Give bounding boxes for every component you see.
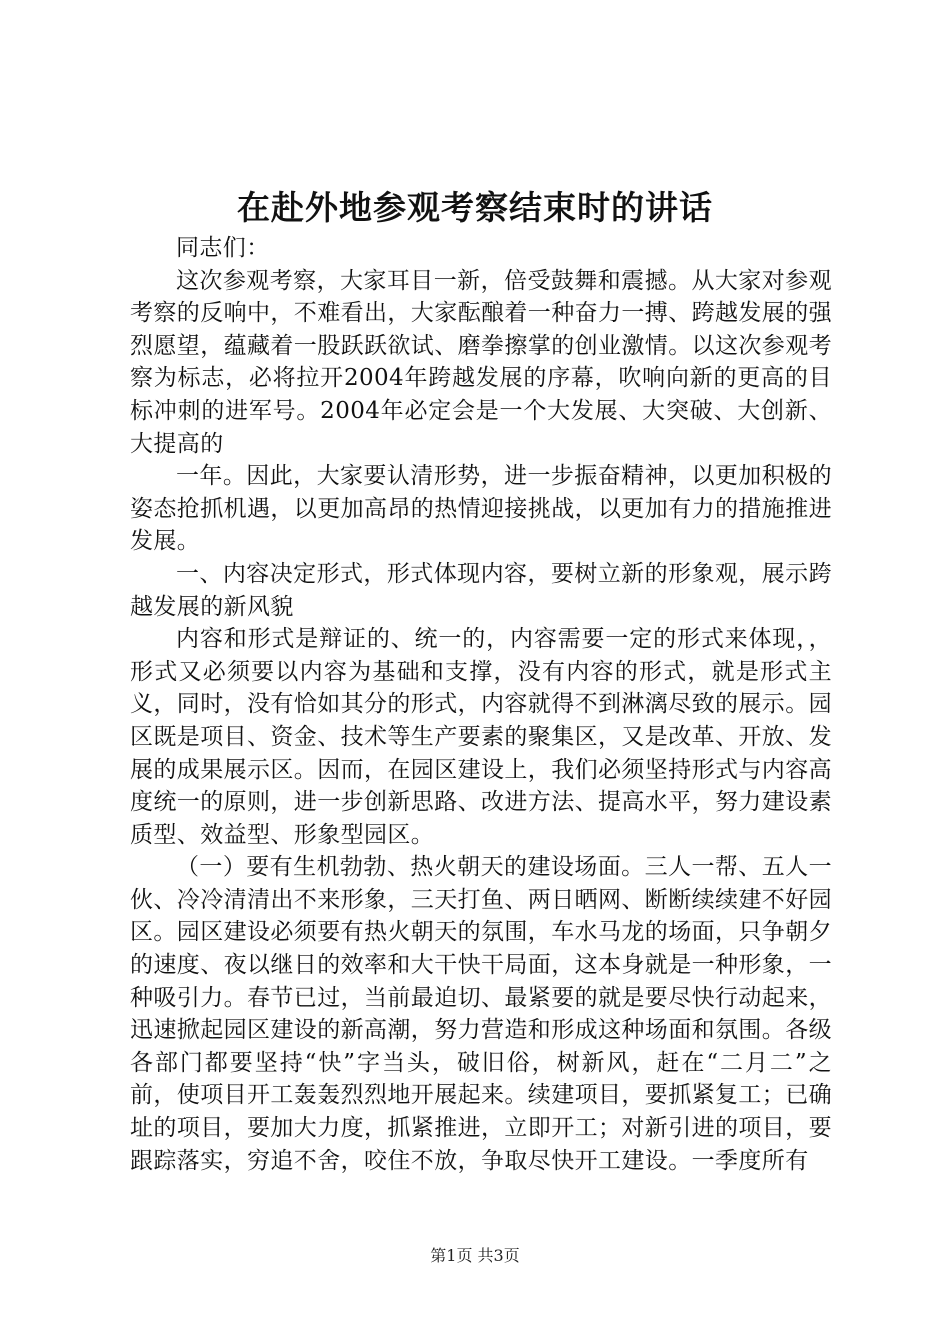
document-body <box>130 232 832 1177</box>
body-paragraph: 一年。因此，大家要认清形势，进一步振奋精神，以更加积极的姿态抢抓机遇，以更加高昂的热情迎接挑战，以更加有力的措施推进发展。 <box>130 463 832 555</box>
document-title: 在赴外地参观考察结束时的讲话 <box>237 188 713 227</box>
subsection-paragraph: （一）要有生机勃勃、热火朝天的建设场面。三人一帮、五人一伙、冷冷清清出不来形象，三天打鱼、两日晒网、断断续续建不好园区。园区建设必须要有热火朝天的氛围，车水马龙的场面，只争朝夕的速度、夜以继日的效率和大干快干局面，这本身就是一种形象，一种吸引力。春节已过，当前最迫切、最紧要的就是要尽快行动起来，迅速掀起园区建设的新高潮，努力营造和形成这种场面和氛围。各级各部门都要坚持“快”字当头，破旧俗，树新风，赶在“二月二”之前，使项目开工轰轰烈烈地开展起来。续建项目，要抓紧复工；已确址的项目，要加大力度，抓紧推进，立即开工；对新引进的项目，要跟踪落实，穷追不舍，咬住不放，争取尽快开工建设。一季度所有 <box>130 854 832 1174</box>
salutation-paragraph: 同志们： <box>176 235 270 261</box>
page-number-footer: 第1页 共3页 <box>430 1246 520 1265</box>
body-paragraph: 这次参观考察，大家耳目一新，倍受鼓舞和震撼。从大家对参观考察的反响中，不难看出，大家酝酿着一种奋力一搏、跨越发展的强烈愿望，蕴藏着一股跃跃欲试、磨拳擦掌的创业激情。以这次参观考察为标志，必将拉开2004年跨越发展的序幕，吹响向新的更高的目标冲刺的进军号。2004年必定会是一个大发展、大突破、大创新、大提高的 <box>130 267 832 457</box>
body-paragraph: 内容和形式是辩证的、统一的，内容需要一定的形式来体现，，形式又必须要以内容为基础和支撑，没有内容的形式，就是形式主义，同时，没有恰如其分的形式，内容就得不到淋漓尽致的展示。园区既是项目、资金、技术等生产要素的聚集区，又是改革、开放、发展的成果展示区。因而，在园区建设上，我们必须坚持形式与内容高度统一的原则，进一步创新思路、改进方法、提高水平，努力建设素质型、效益型、形象型园区。 <box>130 626 832 848</box>
section-heading: 一、内容决定形式，形式体现内容，要树立新的形象观，展示跨越发展的新风貌 <box>130 560 832 620</box>
